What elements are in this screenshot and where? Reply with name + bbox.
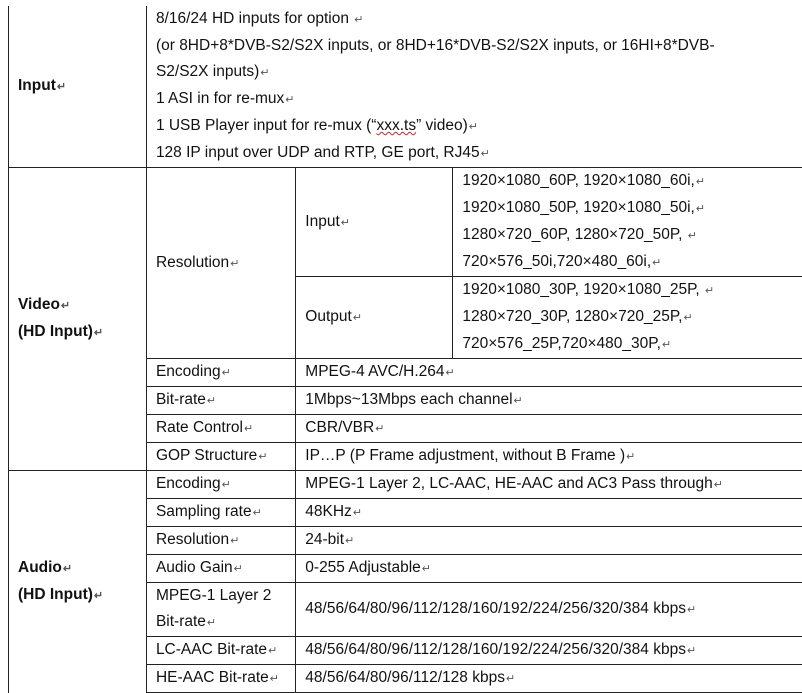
audio-spec-label: Sampling rate↵ bbox=[146, 499, 295, 527]
audio-section-label: Audio↵ (HD Input)↵ bbox=[9, 471, 147, 693]
video-spec-label: Bit-rate↵ bbox=[146, 387, 295, 415]
video-spec-value: MPEG-4 AVC/H.264↵ bbox=[296, 359, 802, 387]
spellcheck-underline: xxx.ts bbox=[376, 117, 416, 134]
input-line: 128 IP input over UDP and RTP, GE port, RJ45↵ bbox=[156, 140, 802, 167]
input-row bbox=[9, 6, 802, 168]
input-line: (or 8HD+8*DVB-S2/S2X inputs, or 8HD+16*DVB-S2/S2X inputs, or 16HI+8*DVB- bbox=[156, 33, 802, 59]
mpeg1-bitrate-value: 48/56/64/80/96/112/128/160/192/224/256/320/384 kbps↵ bbox=[296, 583, 802, 637]
input-line: 1 USB Player input for re-mux (“xxx.ts” video)↵ bbox=[156, 113, 802, 140]
input-line: 1 ASI in for re-mux↵ bbox=[156, 86, 802, 113]
audio-label-text: Audio bbox=[18, 559, 62, 576]
audio-spec-label: Encoding↵ bbox=[146, 471, 295, 499]
audio-spec-label: Audio Gain↵ bbox=[146, 555, 295, 583]
video-spec-value: IP…P (P Frame adjustment, without B Frame )↵ bbox=[296, 443, 802, 471]
heaac-bitrate-value: 48/56/64/80/96/112/128 kbps↵ bbox=[296, 665, 802, 693]
lcaac-bitrate-value: 48/56/64/80/96/112/128/160/192/224/256/320/384 kbps↵ bbox=[296, 637, 802, 665]
audio-spec-value: MPEG-1 Layer 2, LC-AAC, HE-AAC and AC3 Pass through↵ bbox=[296, 471, 802, 499]
video-section-label: Video↵ (HD Input)↵ bbox=[9, 168, 147, 471]
audio-label-sub: (HD Input) bbox=[18, 586, 93, 603]
video-spec-label: Encoding↵ bbox=[146, 359, 295, 387]
input-section-label bbox=[9, 6, 147, 168]
video-input-row bbox=[9, 168, 802, 277]
input-description bbox=[146, 6, 802, 168]
audio-spec-row bbox=[9, 471, 802, 499]
mpeg1-bitrate-label: MPEG-1 Layer 2 Bit-rate↵ bbox=[146, 583, 295, 637]
input-label-text: Input bbox=[18, 77, 56, 94]
input-line: 8/16/24 HD inputs for option ↵ bbox=[156, 6, 802, 33]
video-spec-label: GOP Structure↵ bbox=[146, 443, 295, 471]
video-spec-value: CBR/VBR↵ bbox=[296, 415, 802, 443]
audio-spec-value: 0-255 Adjustable↵ bbox=[296, 555, 802, 583]
resolution-output-values: 1920×1080_30P, 1920×1080_25P, ↵ 1280×720_30P, 1280×720_25P,↵ 720×576_25P,720×480_30P,↵ bbox=[453, 277, 802, 359]
spec-table bbox=[8, 6, 802, 693]
input-line: S2/S2X inputs)↵ bbox=[156, 59, 802, 86]
video-spec-label: Rate Control↵ bbox=[146, 415, 295, 443]
resolution-input-values: 1920×1080_60P, 1920×1080_60i,↵ 1920×1080_50P, 1920×1080_50i,↵ 1280×720_60P, 1280×720_50P, ↵ 720×576_50i,720×480_60i,↵ bbox=[453, 168, 802, 277]
lcaac-bitrate-label: LC-AAC Bit-rate↵ bbox=[146, 637, 295, 665]
resolution-input-label: Input↵ bbox=[296, 168, 453, 277]
video-label-text: Video bbox=[18, 296, 60, 313]
video-label-sub: (HD Input) bbox=[18, 323, 93, 340]
video-spec-value: 1Mbps~13Mbps each channel↵ bbox=[296, 387, 802, 415]
heaac-bitrate-label: HE-AAC Bit-rate↵ bbox=[146, 665, 295, 693]
audio-spec-label: Resolution↵ bbox=[146, 527, 295, 555]
resolution-label: Resolution↵ bbox=[146, 168, 295, 359]
audio-spec-value: 48KHz↵ bbox=[296, 499, 802, 527]
paragraph-mark: ↵ bbox=[57, 81, 66, 93]
resolution-output-label: Output↵ bbox=[296, 277, 453, 359]
audio-spec-value: 24-bit↵ bbox=[296, 527, 802, 555]
